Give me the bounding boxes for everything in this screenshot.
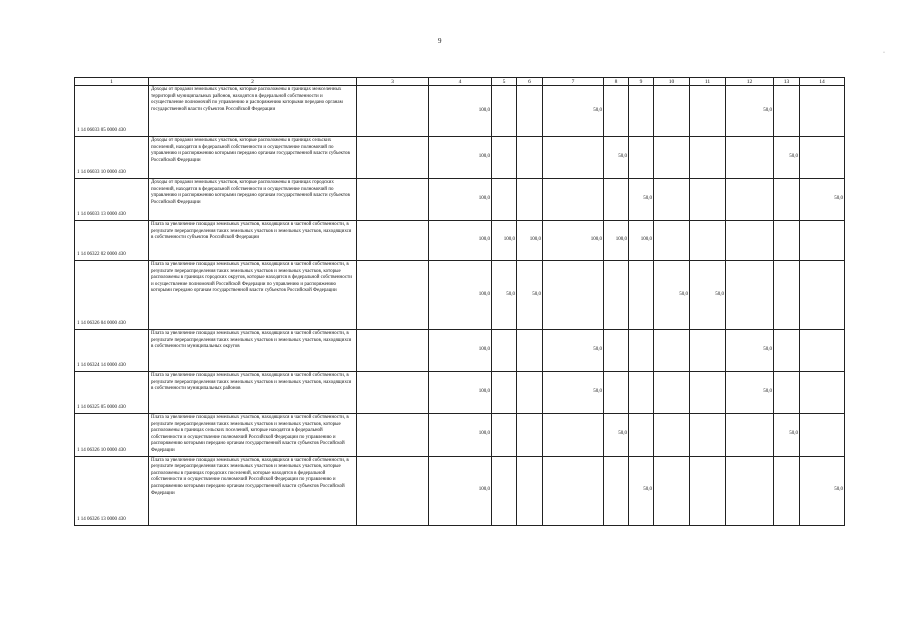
value-cell: 100,0 [429,414,492,457]
header-cell: 13 [774,78,800,86]
value-cell: 50,0 [629,456,654,525]
value-cell [654,372,690,414]
value-cell [604,86,629,137]
value-cell [492,137,517,179]
value-cell [774,86,800,137]
revenue-description: Доходы от продажи земельных участков, которые расположены в границах сельских поселений, находятся в федеральной собственности и осуществление полномочий по управлению и распоряжению которыми передано органам государственной власти субъектов Российской Федерации [149,137,357,179]
value-cell: 100,0 [429,86,492,137]
revenue-description: Плата за увеличение площади земельных участков, находящихся в частной собственности, в результате перераспределения таких земельных участков и земельных участков, находящихся в собственности муниципальных районов [149,372,357,414]
value-cell [726,456,774,525]
value-cell: 50,0 [726,372,774,414]
value-cell [800,86,845,137]
value-cell [690,179,726,221]
value-cell [629,86,654,137]
header-cell: 5 [492,78,517,86]
value-cell [517,86,543,137]
value-cell: 50,0 [690,261,726,330]
value-cell: 50,0 [543,330,604,372]
value-cell [543,137,604,179]
table-row [75,261,845,330]
value-cell: 100,0 [429,137,492,179]
value-cell [654,86,690,137]
header-cell: 9 [629,78,654,86]
value-cell [654,414,690,457]
value-cell [654,330,690,372]
value-cell: 50,0 [604,137,629,179]
value-cell [517,179,543,221]
value-cell: 100,0 [429,179,492,221]
value-cell [726,221,774,261]
value-cell [800,261,845,330]
value-cell [726,414,774,457]
budget-code: 1 14 06326 13 0000 430 [75,456,149,525]
budget-code: 1 14 06033 13 0000 430 [75,179,149,221]
value-cell [357,221,429,261]
value-cell [800,372,845,414]
table-row [75,179,845,221]
value-cell [492,330,517,372]
revenue-description: Плата за увеличение площади земельных участков, находящихся в частной собственности, в результате перераспределения таких земельных участков и земельных участков, находящихся в собственности муниципальных округов [149,330,357,372]
value-cell [654,456,690,525]
value-cell [543,414,604,457]
header-cell: 1 [75,78,149,86]
value-cell [690,86,726,137]
value-cell [774,330,800,372]
value-cell: 100,0 [429,372,492,414]
value-cell [357,330,429,372]
value-cell [604,330,629,372]
value-cell: 100,0 [429,330,492,372]
value-cell [604,261,629,330]
budget-code: 1 14 06033 05 0000 430 [75,86,149,137]
value-cell: 50,0 [629,179,654,221]
value-cell [543,261,604,330]
revenue-description: Доходы от продажи земельных участков, которые расположены в границах межселенных территорий муниципальных районов, находятся в федеральной собственности и осуществление полномочий по управлению и распоряжению которыми передано органам государственной власти субъектов Российской Федерации [149,86,357,137]
revenue-description: Плата за увеличение площади земельных участков, находящихся в частной собственности, в результате перераспределения таких земельных участков и земельных участков, которые расположены в границах сельских поселений, которые находятся в федеральной собственности и осуществление полномочий Российской Федерации по управлению и распоряжению которыми передано органам государственной власти субъектов Российской Федерации [149,414,357,457]
value-cell [492,456,517,525]
value-cell [654,221,690,261]
value-cell [654,179,690,221]
value-cell [357,137,429,179]
value-cell [357,86,429,137]
value-cell: 100,0 [517,221,543,261]
header-cell: 8 [604,78,629,86]
value-cell [492,179,517,221]
value-cell [357,372,429,414]
value-cell: 100,0 [604,221,629,261]
value-cell [774,456,800,525]
value-cell [604,456,629,525]
value-cell [357,179,429,221]
revenue-description: Плата за увеличение площади земельных участков, находящихся в частной собственности, в результате перераспределения таких земельных участков и земельных участков, которые расположены в границах городских округов, которые находятся в федеральной собственности и осуществление полномочий Российской Федерации по управлению и распоряжению которыми передано органам государственной власти субъектов Российской Федерации [149,261,357,330]
value-cell: 100,0 [629,221,654,261]
header-cell: 11 [690,78,726,86]
value-cell [492,86,517,137]
value-cell [357,414,429,457]
table-row [75,372,845,414]
value-cell [774,261,800,330]
value-cell [357,456,429,525]
value-cell [774,179,800,221]
budget-code: 1 14 06326 04 0000 430 [75,261,149,330]
value-cell [604,372,629,414]
value-cell [800,414,845,457]
header-cell: 2 [149,78,357,86]
value-cell [800,330,845,372]
revenue-description: Доходы от продажи земельных участков, которые расположены в границах городских поселений, находятся в федеральной собственности и осуществление полномочий по управлению и распоряжению которыми передано органам государственной власти субъектов Российской Федерации [149,179,357,221]
value-cell [629,137,654,179]
header-cell: 12 [726,78,774,86]
value-cell: 50,0 [543,372,604,414]
value-cell [517,414,543,457]
budget-code: 1 14 06033 10 0000 430 [75,137,149,179]
header-row [75,78,845,86]
header-cell: 14 [800,78,845,86]
value-cell [543,179,604,221]
page-number: 9 [438,37,442,45]
value-cell [726,137,774,179]
table-row [75,456,845,525]
value-cell: 50,0 [543,86,604,137]
value-cell [517,372,543,414]
value-cell: 50,0 [774,137,800,179]
value-cell [517,456,543,525]
table-row [75,330,845,372]
value-cell [543,456,604,525]
value-cell [726,179,774,221]
value-cell: 100,0 [429,456,492,525]
value-cell: 100,0 [429,261,492,330]
value-cell: 50,0 [774,414,800,457]
value-cell [690,330,726,372]
value-cell: 50,0 [604,414,629,457]
value-cell [629,330,654,372]
header-cell: 4 [429,78,492,86]
value-cell [629,261,654,330]
value-cell [726,261,774,330]
revenue-table [74,77,845,526]
value-cell: 50,0 [800,179,845,221]
value-cell: 100,0 [492,221,517,261]
table-row [75,221,845,261]
table-row [75,137,845,179]
value-cell [774,372,800,414]
table-row [75,414,845,457]
budget-code: 1 14 06322 02 0000 430 [75,221,149,261]
header-cell: 10 [654,78,690,86]
value-cell [604,179,629,221]
value-cell: 100,0 [429,221,492,261]
value-cell [629,414,654,457]
value-cell [357,261,429,330]
revenue-description: Плата за увеличение площади земельных участков, находящихся в частной собственности, в результате перераспределения таких земельных участков и земельных участков, которые расположены в границах городских поселений, которые находятся в федеральной собственности и осуществление полномочий Российской Федерации по управлению и распоряжению которыми передано органам государственной власти субъектов Российской Федерации [149,456,357,525]
value-cell [690,221,726,261]
budget-code: 1 14 06324 14 0000 430 [75,330,149,372]
corner-mark: · [883,50,885,56]
value-cell [492,372,517,414]
revenue-description: Плата за увеличение площади земельных участков, находящихся в частной собственности, в результате перераспределения таких земельных участков и земельных участков, находящихся в собственности субъектов Российской Федерации [149,221,357,261]
value-cell [800,137,845,179]
budget-code: 1 14 06325 05 0000 430 [75,372,149,414]
value-cell [654,137,690,179]
value-cell [629,372,654,414]
header-cell: 6 [517,78,543,86]
value-cell [800,221,845,261]
value-cell [517,137,543,179]
value-cell [690,414,726,457]
header-cell: 3 [357,78,429,86]
budget-code: 1 14 06326 10 0000 430 [75,414,149,457]
value-cell: 50,0 [800,456,845,525]
header-cell: 7 [543,78,604,86]
value-cell: 50,0 [654,261,690,330]
value-cell [517,330,543,372]
value-cell: 50,0 [517,261,543,330]
value-cell [492,414,517,457]
table-row [75,86,845,137]
value-cell: 50,0 [492,261,517,330]
value-cell [690,137,726,179]
value-cell: 50,0 [726,86,774,137]
value-cell: 50,0 [726,330,774,372]
value-cell: 100,0 [543,221,604,261]
value-cell [774,221,800,261]
value-cell [690,456,726,525]
value-cell [690,372,726,414]
